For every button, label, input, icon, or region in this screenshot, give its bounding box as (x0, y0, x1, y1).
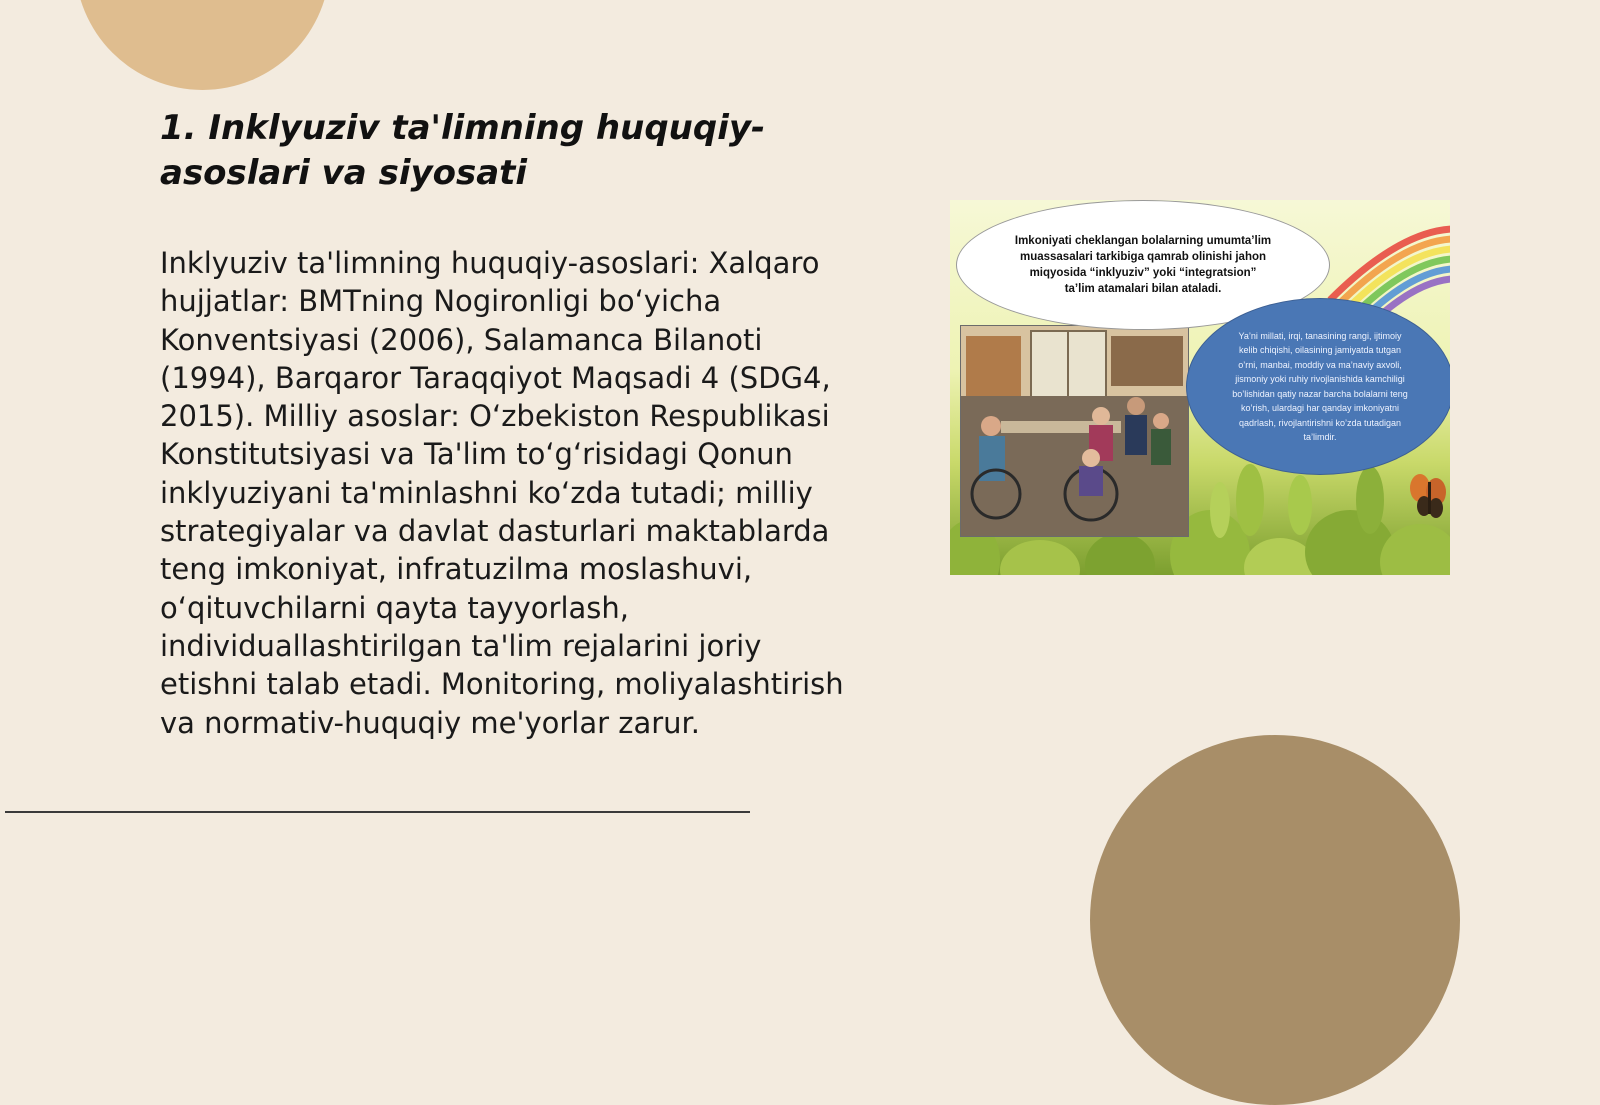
decorative-circle-top (75, 0, 330, 90)
slide-title: 1. Inklyuziv ta'limning huquqiy-asoslari va siyosati (160, 108, 766, 193)
white-bubble-text: Imkoniyati cheklangan bolalarning umumta’lim muassasalari tarkibiga qamrab olinishi jahon miqyosida “inklyuziv” yoki “integratsion” ta’lim atamalari bilan ataladi. (1014, 235, 1272, 295)
slide-body-text: Inklyuziv ta'limning huquqiy-asoslari: Xalqaro hujjatlar: BMTning Nogironligi bo‘yicha Konventsiyasi (2006), Salamanca Bilanoti (1994), Barqaror Taraqqiyot Maqsadi 4 (SDG4, 2015). Milliy asoslar: O‘zbekiston Respublikasi Konstitutsiyasi va Ta'lim to‘g‘risidagi Qonun inklyuziyani ta'minlashni ko‘zda tutadi; milliy strategiyalar va davlat dasturlari maktablarda teng imkoniyat, infratuzilma moslashuvi, o‘qituvchilarni qayta tayyorlash, individuallashtirilgan ta'lim rejalarini joriy etishni talab etadi. Monitoring, moliyalashtirish va normativ-huquqiy me'yorlar zarur. (160, 246, 844, 740)
blue-bubble-text: Ya’ni millati, irqi, tanasining rangi, ijtimoiy kelib chiqishi, oilasining jamiyatda tutgan o’rni, manbai, moddiy va ma’naviy axvoli, jismoniy yoki ruhiy rivojlanishida kamchiligi bo’lishidan qatiy nazar barcha bolalarni teng ko’rish, ulardagi har qanday imkoniyatni qadrlash, rivojlantirishni ko’zda tutadigan ta’limdir. (1232, 330, 1408, 442)
divider-line (5, 811, 750, 813)
inclusive-education-illustration (950, 200, 1450, 575)
classroom-photo (960, 325, 1189, 537)
blue-speech-bubble (1186, 298, 1450, 475)
decorative-circle-bottom (1090, 735, 1460, 1105)
